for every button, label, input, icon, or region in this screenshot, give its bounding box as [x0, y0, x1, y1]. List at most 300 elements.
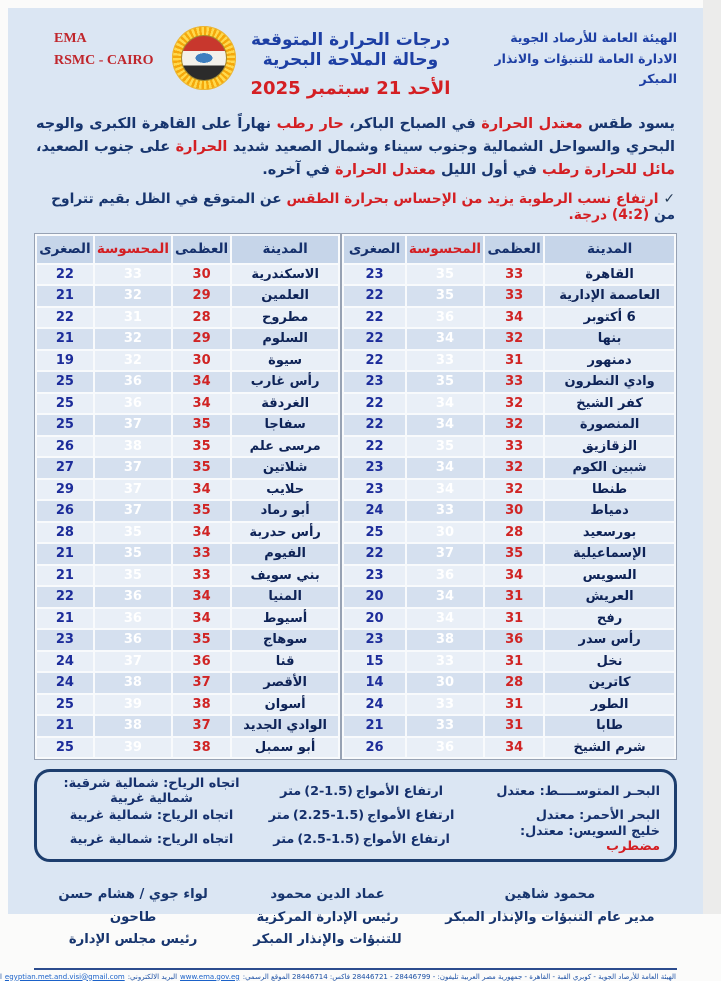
signature-block: [232, 884, 423, 951]
min-temp-cell: 21: [37, 329, 93, 349]
wave-height-text: ارتفاع الأمواج: [355, 783, 444, 799]
city-cell: مطروح: [232, 308, 338, 328]
min-temp-cell: 20: [344, 587, 405, 607]
max-temp-cell: 34: [173, 609, 230, 629]
feels-like-temp-cell: 39: [95, 695, 171, 715]
table-row: [344, 394, 674, 414]
feels-like-temp-cell: 38: [95, 437, 171, 457]
table-row: [37, 372, 338, 392]
min-temp-cell: 24: [37, 673, 93, 693]
table-header: [37, 236, 338, 263]
forecast-highlight: حار رطب: [276, 116, 344, 132]
wave-height-range: (2.25-1.5): [292, 807, 365, 823]
min-temp-cell: 22: [344, 286, 405, 306]
city-cell: العاصمة الإدارية: [545, 286, 674, 306]
city-cell: الأقصر: [232, 673, 338, 693]
min-temp-cell: 21: [37, 716, 93, 736]
city-cell: كاترين: [545, 673, 674, 693]
forecast-text: في أول الليل: [435, 161, 543, 178]
city-cell: سفاجا: [232, 415, 338, 435]
feels-like-temp-cell: 37: [95, 652, 171, 672]
city-cell: الزقازيق: [545, 437, 674, 457]
max-temp-cell: 29: [173, 286, 230, 306]
min-temp-cell: 23: [344, 265, 405, 285]
city-cell: العريش: [545, 587, 674, 607]
feels-like-temp-cell: 33: [407, 716, 483, 736]
min-temp-cell: 20: [344, 609, 405, 629]
table-row: [344, 372, 674, 392]
city-cell: دمنهور: [545, 351, 674, 371]
max-temp-cell: 37: [173, 716, 230, 736]
max-column-header: العظمى: [485, 236, 543, 263]
feels-like-temp-cell: 35: [95, 523, 171, 543]
city-cell: الاسكندرية: [232, 265, 338, 285]
table-row: [344, 523, 674, 543]
max-temp-cell: 35: [173, 630, 230, 650]
feels-like-temp-cell: 34: [407, 415, 483, 435]
sea-state-text: البحر الأحمر: معتدل: [535, 807, 660, 823]
note-text-red: (4:2) درجة.: [568, 206, 650, 223]
feels-like-temp-cell: 37: [95, 480, 171, 500]
signature-block: [423, 884, 677, 951]
max-column-header: العظمى: [173, 236, 230, 263]
signatory-name: محمود شاهين: [504, 887, 596, 903]
ema-label: EMA: [54, 31, 87, 46]
max-temp-cell: 36: [485, 630, 543, 650]
feels-like-temp-cell: 35: [95, 544, 171, 564]
scan-edge: [703, 0, 721, 914]
wave-height-label: [252, 808, 471, 823]
feels-like-temp-cell: 37: [407, 544, 483, 564]
table-row: [344, 286, 674, 306]
table-row: [37, 609, 338, 629]
city-cell: القاهرة: [545, 265, 674, 285]
feels-like-temp-cell: 33: [407, 652, 483, 672]
forecast-text: على جنوب الصعيد،: [36, 138, 176, 155]
max-temp-cell: 33: [485, 265, 543, 285]
feels-like-temp-cell: 34: [407, 587, 483, 607]
city-cell: نخل: [545, 652, 674, 672]
feels-like-temp-cell: 36: [95, 372, 171, 392]
city-column-header: المدينة: [545, 236, 674, 263]
min-temp-cell: 22: [344, 394, 405, 414]
min-temp-cell: 25: [37, 738, 93, 758]
feels-like-temp-cell: 33: [407, 351, 483, 371]
feels-like-temp-cell: 34: [407, 329, 483, 349]
feels-like-temp-cell: 38: [407, 630, 483, 650]
footer-email-label: البريد الالكتروني:: [127, 972, 178, 981]
city-cell: أسيوط: [232, 609, 338, 629]
max-temp-cell: 32: [485, 480, 543, 500]
wave-height-text: ارتفاع الأمواج: [362, 831, 450, 847]
feels-like-temp-cell: 38: [95, 673, 171, 693]
ema-sun-flag-logo-icon: [172, 26, 236, 90]
table-row: [344, 652, 674, 672]
min-column-header: الصغرى: [344, 236, 405, 263]
city-cell: الطور: [545, 695, 674, 715]
forecast-text: في آخره.: [262, 161, 336, 178]
feels-like-temp-cell: 38: [95, 716, 171, 736]
min-temp-cell: 25: [37, 394, 93, 414]
weather-bulletin-page: [4, 8, 703, 981]
table-row: [344, 308, 674, 328]
city-cell: سيوة: [232, 351, 338, 371]
min-column-header: الصغرى: [37, 236, 93, 263]
max-temp-cell: 32: [485, 415, 543, 435]
table-row: [37, 308, 338, 328]
wave-height-label: [252, 784, 471, 799]
table-row: [344, 351, 674, 371]
table-row: [37, 523, 338, 543]
table-row: [344, 480, 674, 500]
max-temp-cell: 32: [485, 329, 543, 349]
city-cell: شرم الشيخ: [545, 738, 674, 758]
table-row: [344, 673, 674, 693]
feels-like-temp-cell: 35: [407, 265, 483, 285]
feels-like-column-header: المحسوسة: [407, 236, 483, 263]
forecast-highlight: معتدل الحرارة: [335, 161, 436, 178]
wave-height-range: (2.5-1.5): [297, 831, 360, 847]
marine-conditions-box: [34, 769, 677, 862]
wave-height-text: ارتفاع الأمواج: [367, 807, 455, 823]
table-row: [344, 329, 674, 349]
max-temp-cell: 34: [173, 480, 230, 500]
table-row: [344, 265, 674, 285]
min-temp-cell: 23: [37, 630, 93, 650]
note-text-blue: عن المتوقع في الظل بقيم تتراوح من: [51, 190, 675, 223]
table-row: [37, 394, 338, 414]
egypt-flag-disc-icon: [181, 35, 227, 81]
feels-like-temp-cell: 32: [95, 351, 171, 371]
max-temp-cell: 35: [173, 501, 230, 521]
max-temp-cell: 30: [173, 351, 230, 371]
table-row: [344, 738, 674, 758]
city-cell: رأس سدر: [545, 630, 674, 650]
max-temp-cell: 37: [173, 673, 230, 693]
table-row: [344, 630, 674, 650]
max-temp-cell: 35: [173, 458, 230, 478]
forecast-text: يسود طقس: [582, 116, 675, 132]
feels-like-temp-cell: 34: [407, 394, 483, 414]
table-row: [344, 415, 674, 435]
feels-like-temp-cell: 35: [407, 286, 483, 306]
forecast-highlight: الحرارة: [175, 138, 228, 155]
city-cell: شبين الكوم: [545, 458, 674, 478]
feels-like-temp-cell: 35: [407, 437, 483, 457]
feels-like-temp-cell: 32: [95, 329, 171, 349]
signatory-name: لواء جوي / هشام حسن طاحون: [58, 887, 208, 925]
max-temp-cell: 33: [485, 437, 543, 457]
max-temp-cell: 33: [485, 372, 543, 392]
max-temp-cell: 28: [173, 308, 230, 328]
feels-like-temp-cell: 36: [95, 394, 171, 414]
max-temp-cell: 33: [173, 544, 230, 564]
sea-state-label: [471, 808, 660, 823]
feels-like-temp-cell: 35: [407, 372, 483, 392]
email-link[interactable]: egyptian.met.and.visi@gmail.com: [4, 972, 125, 981]
max-temp-cell: 31: [485, 587, 543, 607]
city-cell: المنيا: [232, 587, 338, 607]
title-block: [236, 20, 465, 99]
table-row: [344, 458, 674, 478]
table-row: [37, 695, 338, 715]
table-body: [37, 265, 338, 758]
table-row: [37, 566, 338, 586]
min-temp-cell: 21: [37, 286, 93, 306]
wave-height-unit: متر: [273, 831, 295, 847]
city-cell: رفح: [545, 609, 674, 629]
signatory-title: مدير عام التنبؤات والإنذار المبكر: [445, 909, 655, 925]
sea-state-warning-text: مضطرب: [606, 839, 660, 855]
authority-name-block: [465, 20, 677, 90]
min-temp-cell: 15: [344, 652, 405, 672]
max-temp-cell: 31: [485, 609, 543, 629]
feels-like-temp-cell: 36: [95, 630, 171, 650]
feels-like-temp-cell: 33: [407, 695, 483, 715]
signatory-title: رئيس مجلس الإدارة: [68, 932, 198, 948]
checkmark-icon: ✓: [663, 190, 675, 207]
table-header: [344, 236, 674, 263]
city-cell: الوادي الجديد: [232, 716, 338, 736]
min-temp-cell: 22: [344, 544, 405, 564]
sea-state-label: [471, 824, 660, 854]
max-temp-cell: 36: [173, 652, 230, 672]
min-temp-cell: 22: [344, 351, 405, 371]
city-cell: سوهاج: [232, 630, 338, 650]
city-cell: أبو رماد: [232, 501, 338, 521]
wave-height-range: (2-1.5): [304, 783, 353, 799]
max-temp-cell: 38: [173, 695, 230, 715]
authority-name: الهيئة العامة للأرصاد الجوية: [510, 30, 677, 45]
city-column-header: المدينة: [232, 236, 338, 263]
min-temp-cell: 27: [37, 458, 93, 478]
ema-rsmc-label: [34, 20, 172, 73]
max-temp-cell: 28: [485, 523, 543, 543]
feels-like-temp-cell: 37: [95, 458, 171, 478]
max-temp-cell: 35: [173, 415, 230, 435]
min-temp-cell: 26: [37, 501, 93, 521]
forecast-highlight: معتدل الحرارة: [481, 116, 583, 132]
min-temp-cell: 23: [344, 630, 405, 650]
sea-state-text: خليج السويس: معتدل:: [519, 824, 660, 840]
rsmc-cairo-label: RSMC - CAIRO: [54, 53, 154, 69]
wave-height-unit: متر: [280, 783, 302, 799]
min-temp-cell: 22: [37, 308, 93, 328]
min-temp-cell: 22: [344, 329, 405, 349]
city-cell: أبو سمبل: [232, 738, 338, 758]
max-temp-cell: 31: [485, 351, 543, 371]
city-cell: طابا: [545, 716, 674, 736]
temperature-tables: [34, 233, 677, 761]
min-temp-cell: 14: [344, 673, 405, 693]
marine-row: [51, 824, 660, 855]
table-body: [344, 265, 674, 758]
document-date: الأحد 21 سبتمبر 2025: [250, 78, 451, 99]
feels-like-temp-cell: 36: [407, 738, 483, 758]
max-temp-cell: 33: [485, 286, 543, 306]
forecast-paragraph: [36, 113, 675, 182]
table-row: [37, 501, 338, 521]
min-temp-cell: 25: [37, 372, 93, 392]
table-row: [37, 458, 338, 478]
max-temp-cell: 34: [173, 523, 230, 543]
marine-row: [51, 776, 660, 807]
table-row: [344, 501, 674, 521]
min-temp-cell: 23: [344, 566, 405, 586]
wind-direction-label: اتجاه الرياح: شمالية غربية: [69, 807, 234, 823]
max-temp-cell: 30: [485, 501, 543, 521]
footer-address-text: الهيئة العامة للأرصاد الجوية - كوبري القبة - القاهرة - جمهورية مصر العربية تليفون: - 28446799 - 28446721 فاكس: 28446714 الموقع الرسمي:: [242, 972, 676, 981]
footer-contact-line: [4, 972, 677, 981]
table-row: [37, 437, 338, 457]
table-row: [344, 437, 674, 457]
feels-like-temp-cell: 33: [407, 501, 483, 521]
min-temp-cell: 25: [37, 695, 93, 715]
signatory-name: عماد الدين محمود: [270, 887, 385, 903]
max-temp-cell: 32: [485, 458, 543, 478]
city-cell: 6 أكتوبر: [545, 308, 674, 328]
feels-like-temp-cell: 39: [95, 738, 171, 758]
city-cell: مرسى علم: [232, 437, 338, 457]
city-cell: رأس حدربة: [232, 523, 338, 543]
table-row: [344, 609, 674, 629]
footer-divider: [34, 968, 677, 970]
table-row: [344, 587, 674, 607]
feels-like-temp-cell: 34: [407, 480, 483, 500]
city-cell: أسوان: [232, 695, 338, 715]
table-row: [37, 544, 338, 564]
max-temp-cell: 32: [485, 394, 543, 414]
feels-like-temp-cell: 34: [407, 458, 483, 478]
table-row: [37, 415, 338, 435]
min-temp-cell: 22: [37, 265, 93, 285]
department-name: الادارة العامة للتنبؤات والانذار المبكر: [494, 50, 677, 87]
max-temp-cell: 35: [485, 544, 543, 564]
min-temp-cell: 21: [37, 566, 93, 586]
max-temp-cell: 29: [173, 329, 230, 349]
min-temp-cell: 28: [37, 523, 93, 543]
min-temp-cell: 26: [344, 738, 405, 758]
table-row: [37, 716, 338, 736]
city-cell: شلاتين: [232, 458, 338, 478]
min-temp-cell: 25: [37, 415, 93, 435]
max-temp-cell: 34: [173, 587, 230, 607]
city-cell: طنطا: [545, 480, 674, 500]
max-temp-cell: 34: [485, 566, 543, 586]
signature-block: [34, 884, 232, 951]
feels-like-temp-cell: 35: [95, 566, 171, 586]
min-temp-cell: 23: [344, 458, 405, 478]
feels-like-temp-cell: 31: [95, 308, 171, 328]
table-row: [344, 695, 674, 715]
city-cell: وادي النطرون: [545, 372, 674, 392]
table-row: [37, 329, 338, 349]
table-row: [344, 716, 674, 736]
west-upper-egypt-table: [34, 233, 341, 761]
feels-like-temp-cell: 30: [407, 673, 483, 693]
table-row: [344, 544, 674, 564]
forecast-text: في الصباح الباكر،: [343, 116, 482, 132]
feels-like-temp-cell: 33: [95, 265, 171, 285]
min-temp-cell: 25: [344, 523, 405, 543]
table-row: [37, 480, 338, 500]
max-temp-cell: 31: [485, 716, 543, 736]
city-cell: الفيوم: [232, 544, 338, 564]
signatory-title: رئيس الإدارة المركزية للتنبؤات والإنذار المبكر: [253, 909, 402, 948]
website-link[interactable]: www.ema.gov.eg: [180, 972, 240, 981]
max-temp-cell: 35: [173, 437, 230, 457]
max-temp-cell: 34: [485, 738, 543, 758]
table-row: [37, 673, 338, 693]
footer-facebook-label: [0, 973, 2, 981]
city-cell: كفر الشيخ: [545, 394, 674, 414]
feels-like-temp-cell: 36: [95, 609, 171, 629]
table-row: [37, 587, 338, 607]
max-temp-cell: 31: [485, 695, 543, 715]
city-cell: حلايب: [232, 480, 338, 500]
feels-like-temp-cell: 37: [95, 415, 171, 435]
header: [34, 20, 677, 99]
feels-like-temp-cell: 36: [407, 308, 483, 328]
sea-state-label: [471, 784, 660, 799]
city-cell: العلمين: [232, 286, 338, 306]
min-temp-cell: 26: [37, 437, 93, 457]
max-temp-cell: 38: [173, 738, 230, 758]
min-temp-cell: 19: [37, 351, 93, 371]
min-temp-cell: 24: [344, 695, 405, 715]
forecast-text: نهاراً على القاهرة الكبرى والوجه البحري والسواحل الشمالية وجنوب سيناء وشمال الصعيد شديد: [36, 116, 676, 155]
min-temp-cell: 23: [344, 372, 405, 392]
sea-state-text: البحـر المتوســــط: معتدل: [496, 783, 660, 799]
min-temp-cell: 24: [37, 652, 93, 672]
city-cell: الإسماعيلية: [545, 544, 674, 564]
wave-height-unit: متر: [268, 807, 290, 823]
max-temp-cell: 30: [173, 265, 230, 285]
wind-direction-label: اتجاه الرياح: شمالية شرقية: شمالية غربية: [63, 776, 240, 807]
feels-like-temp-cell: 36: [95, 587, 171, 607]
min-temp-cell: 21: [37, 609, 93, 629]
city-cell: بنها: [545, 329, 674, 349]
city-cell: السلوم: [232, 329, 338, 349]
table-row: [37, 738, 338, 758]
city-cell: رأس غارب: [232, 372, 338, 392]
max-temp-cell: 34: [173, 372, 230, 392]
min-temp-cell: 24: [344, 501, 405, 521]
feels-like-temp-cell: 34: [407, 609, 483, 629]
signatures: [34, 884, 677, 951]
feels-like-temp-cell: 37: [95, 501, 171, 521]
max-temp-cell: 34: [485, 308, 543, 328]
wind-direction-label: اتجاه الرياح: شمالية غربية: [69, 831, 234, 847]
feels-like-column-header: المحسوسة: [95, 236, 171, 263]
min-temp-cell: 23: [344, 480, 405, 500]
city-cell: بني سويف: [232, 566, 338, 586]
max-temp-cell: 28: [485, 673, 543, 693]
city-cell: قنا: [232, 652, 338, 672]
table-row: [37, 286, 338, 306]
city-cell: السويس: [545, 566, 674, 586]
city-cell: دمياط: [545, 501, 674, 521]
city-cell: المنصورة: [545, 415, 674, 435]
max-temp-cell: 33: [173, 566, 230, 586]
min-temp-cell: 22: [37, 587, 93, 607]
note-text-red: ارتفاع نسب الرطوبة يزيد من الإحساس بحرارة الطقس: [281, 190, 659, 207]
min-temp-cell: 22: [344, 308, 405, 328]
east-cairo-delta-table: [341, 233, 677, 761]
table-row: [37, 351, 338, 371]
table-row: [344, 566, 674, 586]
max-temp-cell: 34: [173, 394, 230, 414]
